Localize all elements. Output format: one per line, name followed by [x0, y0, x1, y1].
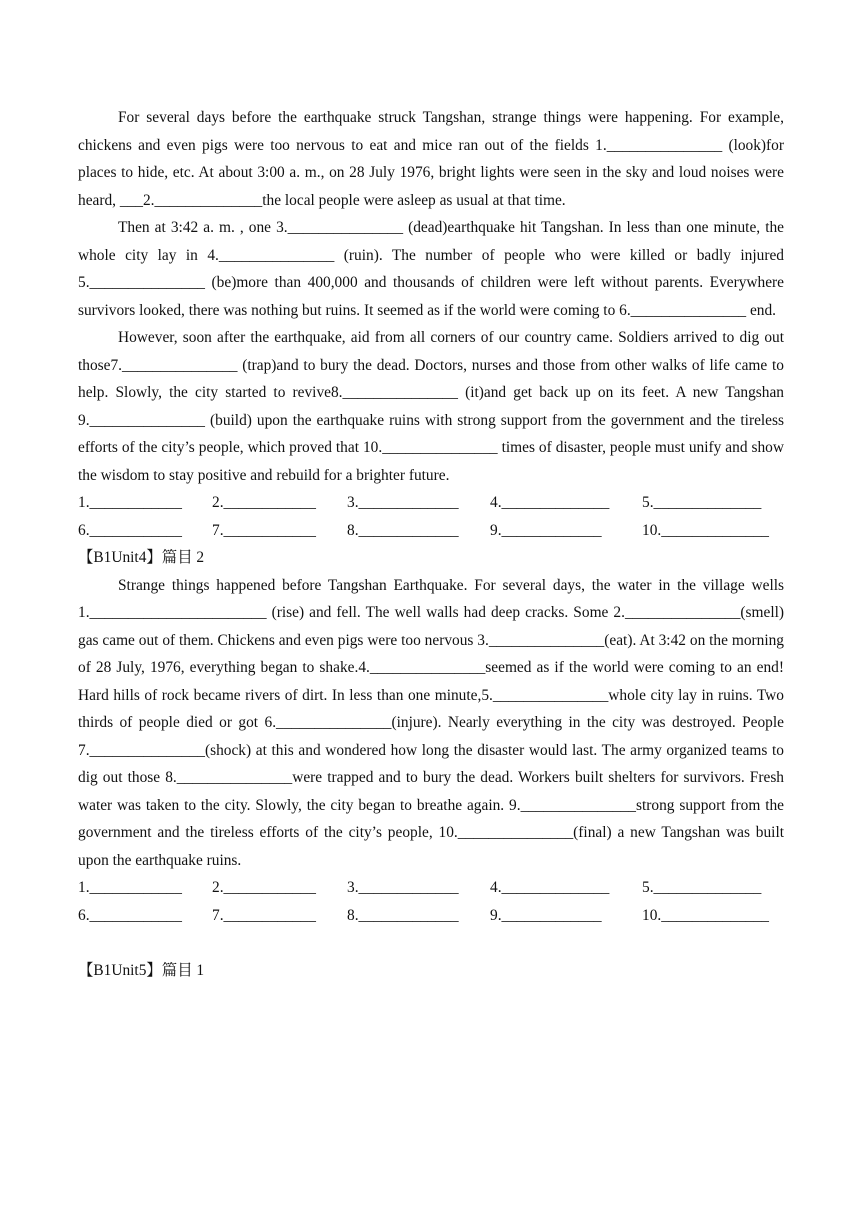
answer-blank-9: 9._____________ [490, 521, 602, 539]
answer-blank-1: 1.____________ [78, 879, 182, 896]
answer-blank-7: 7.____________ [212, 906, 316, 924]
answer-blank-2: 2.____________ [212, 879, 316, 896]
passage2-answer-row-2 [78, 902, 784, 930]
answer-blank-10: 10.______________ [642, 521, 769, 539]
answer-blank-4: 4.______________ [490, 494, 610, 511]
answer-blank-8: 8._____________ [347, 906, 459, 924]
passage2-paragraph-1: Strange things happened before Tangshan Earthquake. For several days, the water in the village wells 1._______________________ (rise) and fell. The well walls had deep cracks. Some 2._______________(smell) gas came out of them. Chickens and even pigs were too nervous 3._______________(eat). At 3:42 on the morning of 28 July, 1976, everything began to shake.4._______________seemed as if the world were coming to an end! Hard hills of rock became rivers of dirt. In less than one minute,5._______________whole city lay in ruins. Two thirds of people died or got 6._______________(injure). Nearly everything in the city was destroyed. People 7._______________(shock) at this and wondered how long the disaster would last. The army organized teams to dig out those 8._______________were trapped and to bury the dead. Workers built shelters for survivors. Fresh water was taken to the city. Slowly, the city began to breathe again. 9._______________strong support from the government and the tireless efforts of the city’s people, 10._______________(final) a new Tangshan was built upon the earthquake ruins. [78, 576, 784, 869]
answer-blank-6: 6.____________ [78, 521, 182, 539]
answer-blank-10: 10.______________ [642, 906, 769, 924]
answer-blank-8: 8._____________ [347, 521, 459, 539]
answer-blank-6: 6.____________ [78, 906, 182, 924]
answer-blank-1: 1.____________ [78, 494, 182, 511]
answer-blank-3: 3._____________ [347, 494, 459, 511]
document-page [78, 104, 784, 984]
passage1-answer-row-1 [78, 489, 784, 517]
passage1-paragraph-1: For several days before the earthquake struck Tangshan, strange things were happening. For example, chickens and even pigs were too nervous to eat and mice ran out of the fields 1._______________ (look)for places to hide, etc. At about 3:00 a. m., on 28 July 1976, bright lights were seen in the sky and loud noises were heard, ___2.______________the local people were asleep as usual at that time. [78, 109, 784, 209]
answer-blank-4: 4.______________ [490, 879, 610, 896]
section-heading-b1unit5-1: 【B1Unit5】篇目 1 [78, 961, 205, 979]
passage2-answer-row-1 [78, 874, 784, 902]
section-heading-b1unit4-2: 【B1Unit4】篇目 2 [78, 549, 205, 566]
passage1-answer-row-2 [78, 517, 784, 545]
answer-blank-7: 7.____________ [212, 521, 316, 539]
answer-blank-5: 5.______________ [642, 879, 762, 896]
passage1-paragraph-3: However, soon after the earthquake, aid from all corners of our country came. Soldiers arrived to dig out those7._______________ (trap)and to bury the dead. Doctors, nurses and those from other walks of life came to help. Slowly, the city started to revive8._______________ (it)and get back up on its feet. A new Tangshan 9._______________ (build) upon the earthquake ruins with strong support from the government and the tireless efforts of the city’s people, which proved that 10._______________ times of disaster, people must unify and show the wisdom to stay positive and rebuild for a brighter future. [78, 329, 784, 484]
answer-blank-9: 9._____________ [490, 906, 602, 924]
blank-line [78, 929, 784, 957]
passage1-paragraph-2: Then at 3:42 a. m. , one 3._______________ (dead)earthquake hit Tangshan. In less than one minute, the whole city lay in 4._______________ (ruin). The number of people who were killed or badly injured 5._______________ (be)more than 400,000 and thousands of children were left without parents. Everywhere survivors looked, there was nothing but ruins. It seemed as if the world were coming to 6._______________ end. [78, 219, 784, 319]
answer-blank-5: 5.______________ [642, 494, 762, 511]
answer-blank-3: 3._____________ [347, 879, 459, 896]
answer-blank-2: 2.____________ [212, 494, 316, 511]
